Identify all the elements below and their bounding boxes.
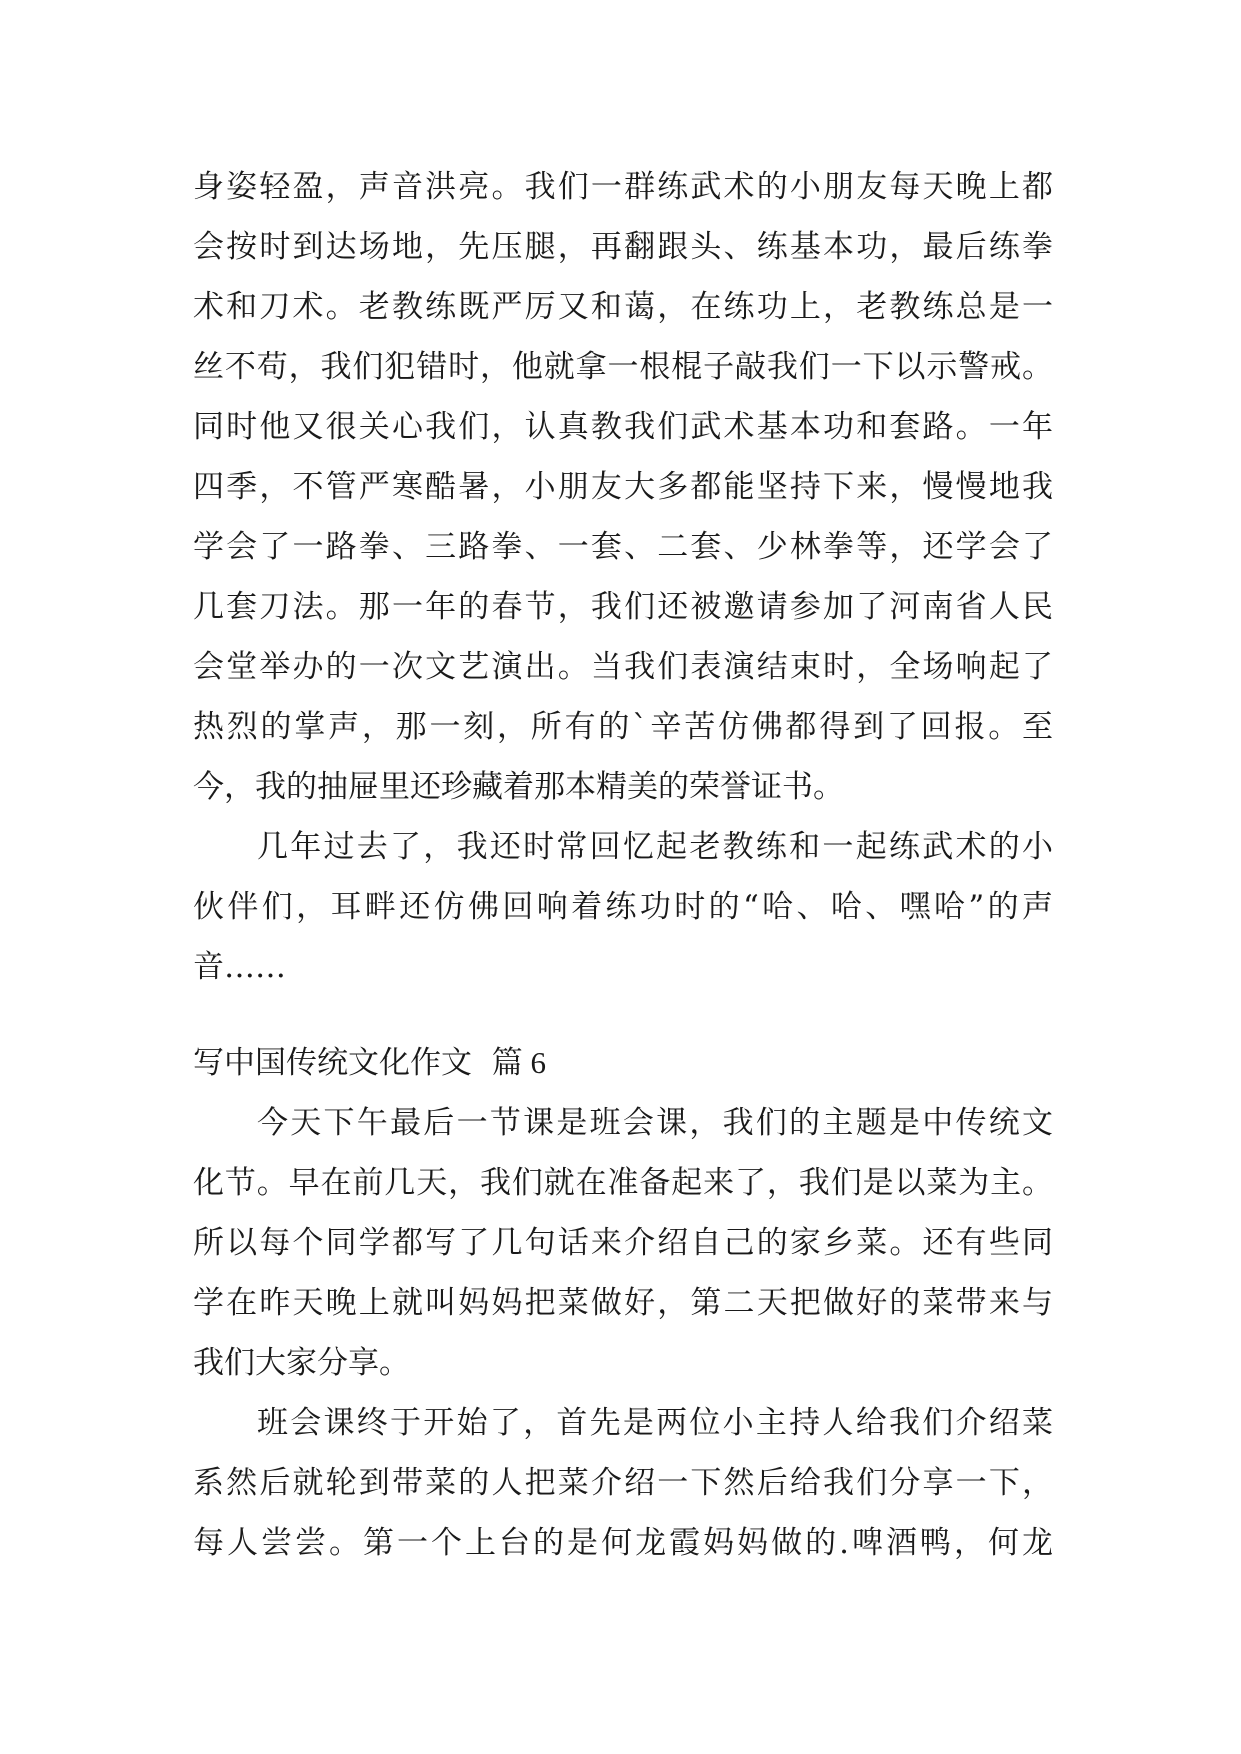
- heading-number: 篇 6: [491, 1045, 546, 1080]
- text-line: 我们大家分享。: [193, 1345, 410, 1381]
- text-line: 同时他又很关心我们，认真教我们武术基本功和套路。一年: [193, 409, 1053, 445]
- text-line: 术和刀术。老教练既严厉又和蔼，在练功上，老教练总是一: [193, 289, 1053, 325]
- essay-section-a: [193, 157, 1053, 997]
- text-line: 学会了一路拳、三路拳、一套、二套、少林拳等，还学会了: [193, 529, 1053, 565]
- text-line: 所以每个同学都写了几句话来介绍自己的家乡菜。还有些同: [193, 1225, 1053, 1261]
- paragraph-first-line: 今天下午最后一节课是班会课，我们的主题是中传统文: [257, 1105, 1053, 1141]
- text-line: 学在昨天晚上就叫妈妈把菜做好，第二天把做好的菜带来与: [193, 1285, 1053, 1321]
- text-line: 丝不苟，我们犯错时，他就拿一根棍子敲我们一下以示警戒。: [193, 349, 1053, 385]
- heading-title: 写中国传统文化作文: [193, 1045, 472, 1081]
- text-line: 会按时到达场地，先压腿，再翻跟头、练基本功，最后练拳: [193, 229, 1053, 265]
- paragraph-first-line: 班会课终于开始了，首先是两位小主持人给我们介绍菜: [257, 1405, 1053, 1441]
- text-line: 几套刀法。那一年的春节，我们还被邀请参加了河南省人民: [193, 589, 1053, 625]
- paragraph-first-line: 几年过去了，我还时常回忆起老教练和一起练武术的小: [257, 829, 1053, 865]
- text-line: 今，我的抽屉里还珍藏着那本精美的荣誉证书。: [193, 769, 844, 805]
- essay-section-b: [193, 1093, 1053, 1573]
- text-line: 系然后就轮到带菜的人把菜介绍一下然后给我们分享一下，: [193, 1465, 1053, 1501]
- text-line: 每人尝尝。第一个上台的是何龙霞妈妈做的.啤酒鸭，何龙: [193, 1525, 1053, 1561]
- text-line: 热烈的掌声，那一刻，所有的`辛苦仿佛都得到了回报。至: [193, 709, 1053, 745]
- text-line: 四季，不管严寒酷暑，小朋友大多都能坚持下来，慢慢地我: [193, 469, 1053, 505]
- text-line: 会堂举办的一次文艺演出。当我们表演结束时，全场响起了: [193, 649, 1053, 685]
- text-line: 化节。早在前几天，我们就在准备起来了，我们是以菜为主。: [193, 1165, 1053, 1201]
- section-heading: [193, 1033, 546, 1093]
- text-line: 伙伴们，耳畔还仿佛回响着练功时的“哈、哈、嘿哈”的声: [193, 889, 1053, 925]
- text-line: 音……: [193, 949, 286, 985]
- text-line: 身姿轻盈，声音洪亮。我们一群练武术的小朋友每天晚上都: [193, 169, 1053, 205]
